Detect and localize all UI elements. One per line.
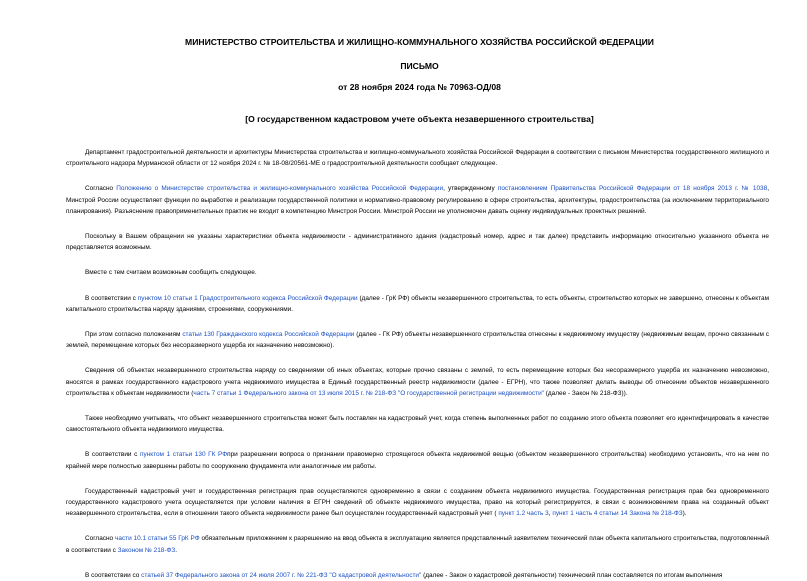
paragraph-text: Согласно <box>85 185 117 193</box>
paragraph <box>66 147 769 169</box>
ministry-title: МИНИСТЕРСТВО СТРОИТЕЛЬСТВА И ЖИЛИЩНО-КОММУНАЛЬНОГО ХОЗЯЙСТВА РОССИЙСКОЙ ФЕДЕРАЦИИ <box>185 37 654 47</box>
paragraph-text: В соответствии с <box>85 294 138 302</box>
paragraph <box>66 365 769 399</box>
paragraph <box>66 533 769 555</box>
paragraph-text: ). <box>682 510 687 518</box>
paragraph-text: , <box>548 510 553 518</box>
paragraph <box>66 329 769 351</box>
legal-reference-link[interactable]: пунктом 1 статьи 130 ГК РФ <box>139 451 228 459</box>
legal-reference-link[interactable]: статьи 130 Гражданского кодекса Российской Федерации <box>182 331 355 339</box>
paragraph-text: Согласно <box>85 535 115 543</box>
document-body <box>66 147 769 581</box>
paragraph-text: , Минстрой России осуществляет функции по выработке и реализации государственной политики и нормативно-правовому регулированию в сфере строительства, архитектуры, градостроительства (за исключением территориального планирования). Разъяснение правоприменительных практик не входит в компетенцию Минстроя России. Минстрой России не уполномочен давать оценку индивидуальных проектных решений. <box>66 185 770 215</box>
paragraph-text: (далее - ГрК РФ) объекты незавершенного строительства, то есть объекты, строительство которых не завершено, отнесены к объектам капитального строительства наряду зданиями, строениями, сооружениями. <box>66 294 769 313</box>
legal-reference-link[interactable]: постановлением Правительства Российской Федерации от 18 ноября 2013 г. № 1038 <box>497 185 768 193</box>
paragraph <box>66 486 769 520</box>
legal-reference-link[interactable]: пункт 1.2 часть 3 <box>498 510 549 518</box>
paragraph-text: Департамент градостроительной деятельности и архитектуры Министерства строительства и жилищно-коммунального хозяйства Российской Федерации в соответствии с письмом Министерства государственного жилищного и строительного надзора Мурманской области от 12 ноября 2024 г. № 18-08/20561-МЕ о градостроительной деятельности сообщает следующее. <box>66 149 769 168</box>
paragraph-text: . <box>175 546 178 554</box>
legal-reference-link[interactable]: части 10.1 статьи 55 ГрК РФ <box>114 535 200 543</box>
paragraph <box>66 267 769 278</box>
document-type: ПИСЬМО <box>400 61 439 71</box>
legal-reference-link[interactable]: Законом № 218-ФЗ <box>117 546 176 554</box>
paragraph <box>66 413 769 435</box>
paragraph-text: при разрешении вопроса о признании правомерно строящегося объекта недвижимой вещью (объектом незавершенного строительства) необходимо установить, что на нем по крайней мере полностью завершены работы по сооружению фундамента или аналогичные им работы. <box>66 451 769 470</box>
paragraph-text: (далее - Закон № 218-ФЗ)). <box>543 389 628 397</box>
paragraph-text: Вместе с тем считаем возможным сообщить следующее. <box>85 269 257 277</box>
paragraph-text: В соответствии с <box>85 451 140 459</box>
paragraph-text: В соответствии со <box>85 571 142 579</box>
legal-reference-link[interactable]: пунктом 10 статьи 1 Градостроительного кодекса Российской Федерации <box>137 294 358 302</box>
paragraph <box>66 449 769 471</box>
paragraph-text: При этом согласно положениям <box>85 331 183 339</box>
paragraph-text: (далее - Закон о кадастровой деятельности) технический план составляется по итогам выполнения <box>421 571 723 579</box>
paragraph-text: (далее - ГК РФ) объекты незавершенного строительства отнесены к недвижимому имуществу (недвижимым вещам, прочно связанным с землей, перемещение которых без несоразмерного ущерба их назначению невозможно). <box>66 331 770 350</box>
legal-reference-link[interactable]: пункт 1 часть 4 статьи 14 Закона № 218-ФЗ <box>552 510 683 518</box>
document-subject: [О государственном кадастровом учете объекта незавершенного строительства] <box>245 114 594 124</box>
paragraph-text: Сведения об объектах незавершенного строительства наряду со сведениями об иных объектах, которые прочно связаны с землей, то есть перемещение которых без несоразмерного ущерба их назначению невозможно, вносятся в рамках государственного кадастрового учета недвижимого имущества в Единый государственный реестр недвижимости (далее - ЕГРН), что также позволяет делать выводы об отнесении объектов незавершенного строительства к объектам недвижимости ( <box>66 367 769 397</box>
paragraph-text: обязательным приложением к разрешению на ввод объекта в эксплуатацию является представленный заявителем технический план объекта капитального строительства, подготовленный в соответствии с <box>66 535 769 554</box>
paragraph-text: , утвержденному <box>443 185 498 193</box>
paragraph-text: Государственный кадастровый учет и государственная регистрация прав осуществляются одновременно в связи с созданием объекта недвижимого имущества. Государственная регистрация прав без одновременного государственного кадастрового учета осуществляется при условии наличия в ЕГРН сведений об объекте недвижимого имущества, право на который регистрируется, в связи с возникновением права на созданный объект незавершенного строительства, если в отношении такого объекта недвижимости ранее был осуществлен государственный кадастровый учет ( <box>66 487 769 518</box>
legal-reference-link[interactable]: статьей 37 Федерального закона от 24 июля 2007 г. № 221-ФЗ "О кадастровой деятельности" <box>141 571 422 579</box>
paragraph <box>66 570 769 581</box>
document-date-number: от 28 ноября 2024 года № 70963-ОД/08 <box>338 82 501 92</box>
paragraph <box>66 293 769 315</box>
paragraph <box>66 231 769 253</box>
paragraph <box>66 183 769 217</box>
paragraph-text: Поскольку в Вашем обращении не указаны характеристики объекта недвижимости - административного здания (кадастровый номер, адрес и так далее) представить информацию относительно указанного объекта не представляется возможным. <box>66 233 769 252</box>
legal-reference-link[interactable]: Положению о Министерстве строительства и жилищно-коммунального хозяйства Российской Федерации <box>116 185 444 193</box>
paragraph-text: Также необходимо учитывать, что объект незавершенного строительства может быть поставлен на кадастровый учет, когда степень выполненных работ по созданию этого объекта позволяет его идентифицировать в качестве самостоятельного объекта недвижимого имущества. <box>66 415 769 434</box>
legal-reference-link[interactable]: часть 7 статьи 1 Федерального закона от 13 июля 2015 г. № 218-ФЗ "О государственной регистрации недвижимости" <box>193 389 544 397</box>
